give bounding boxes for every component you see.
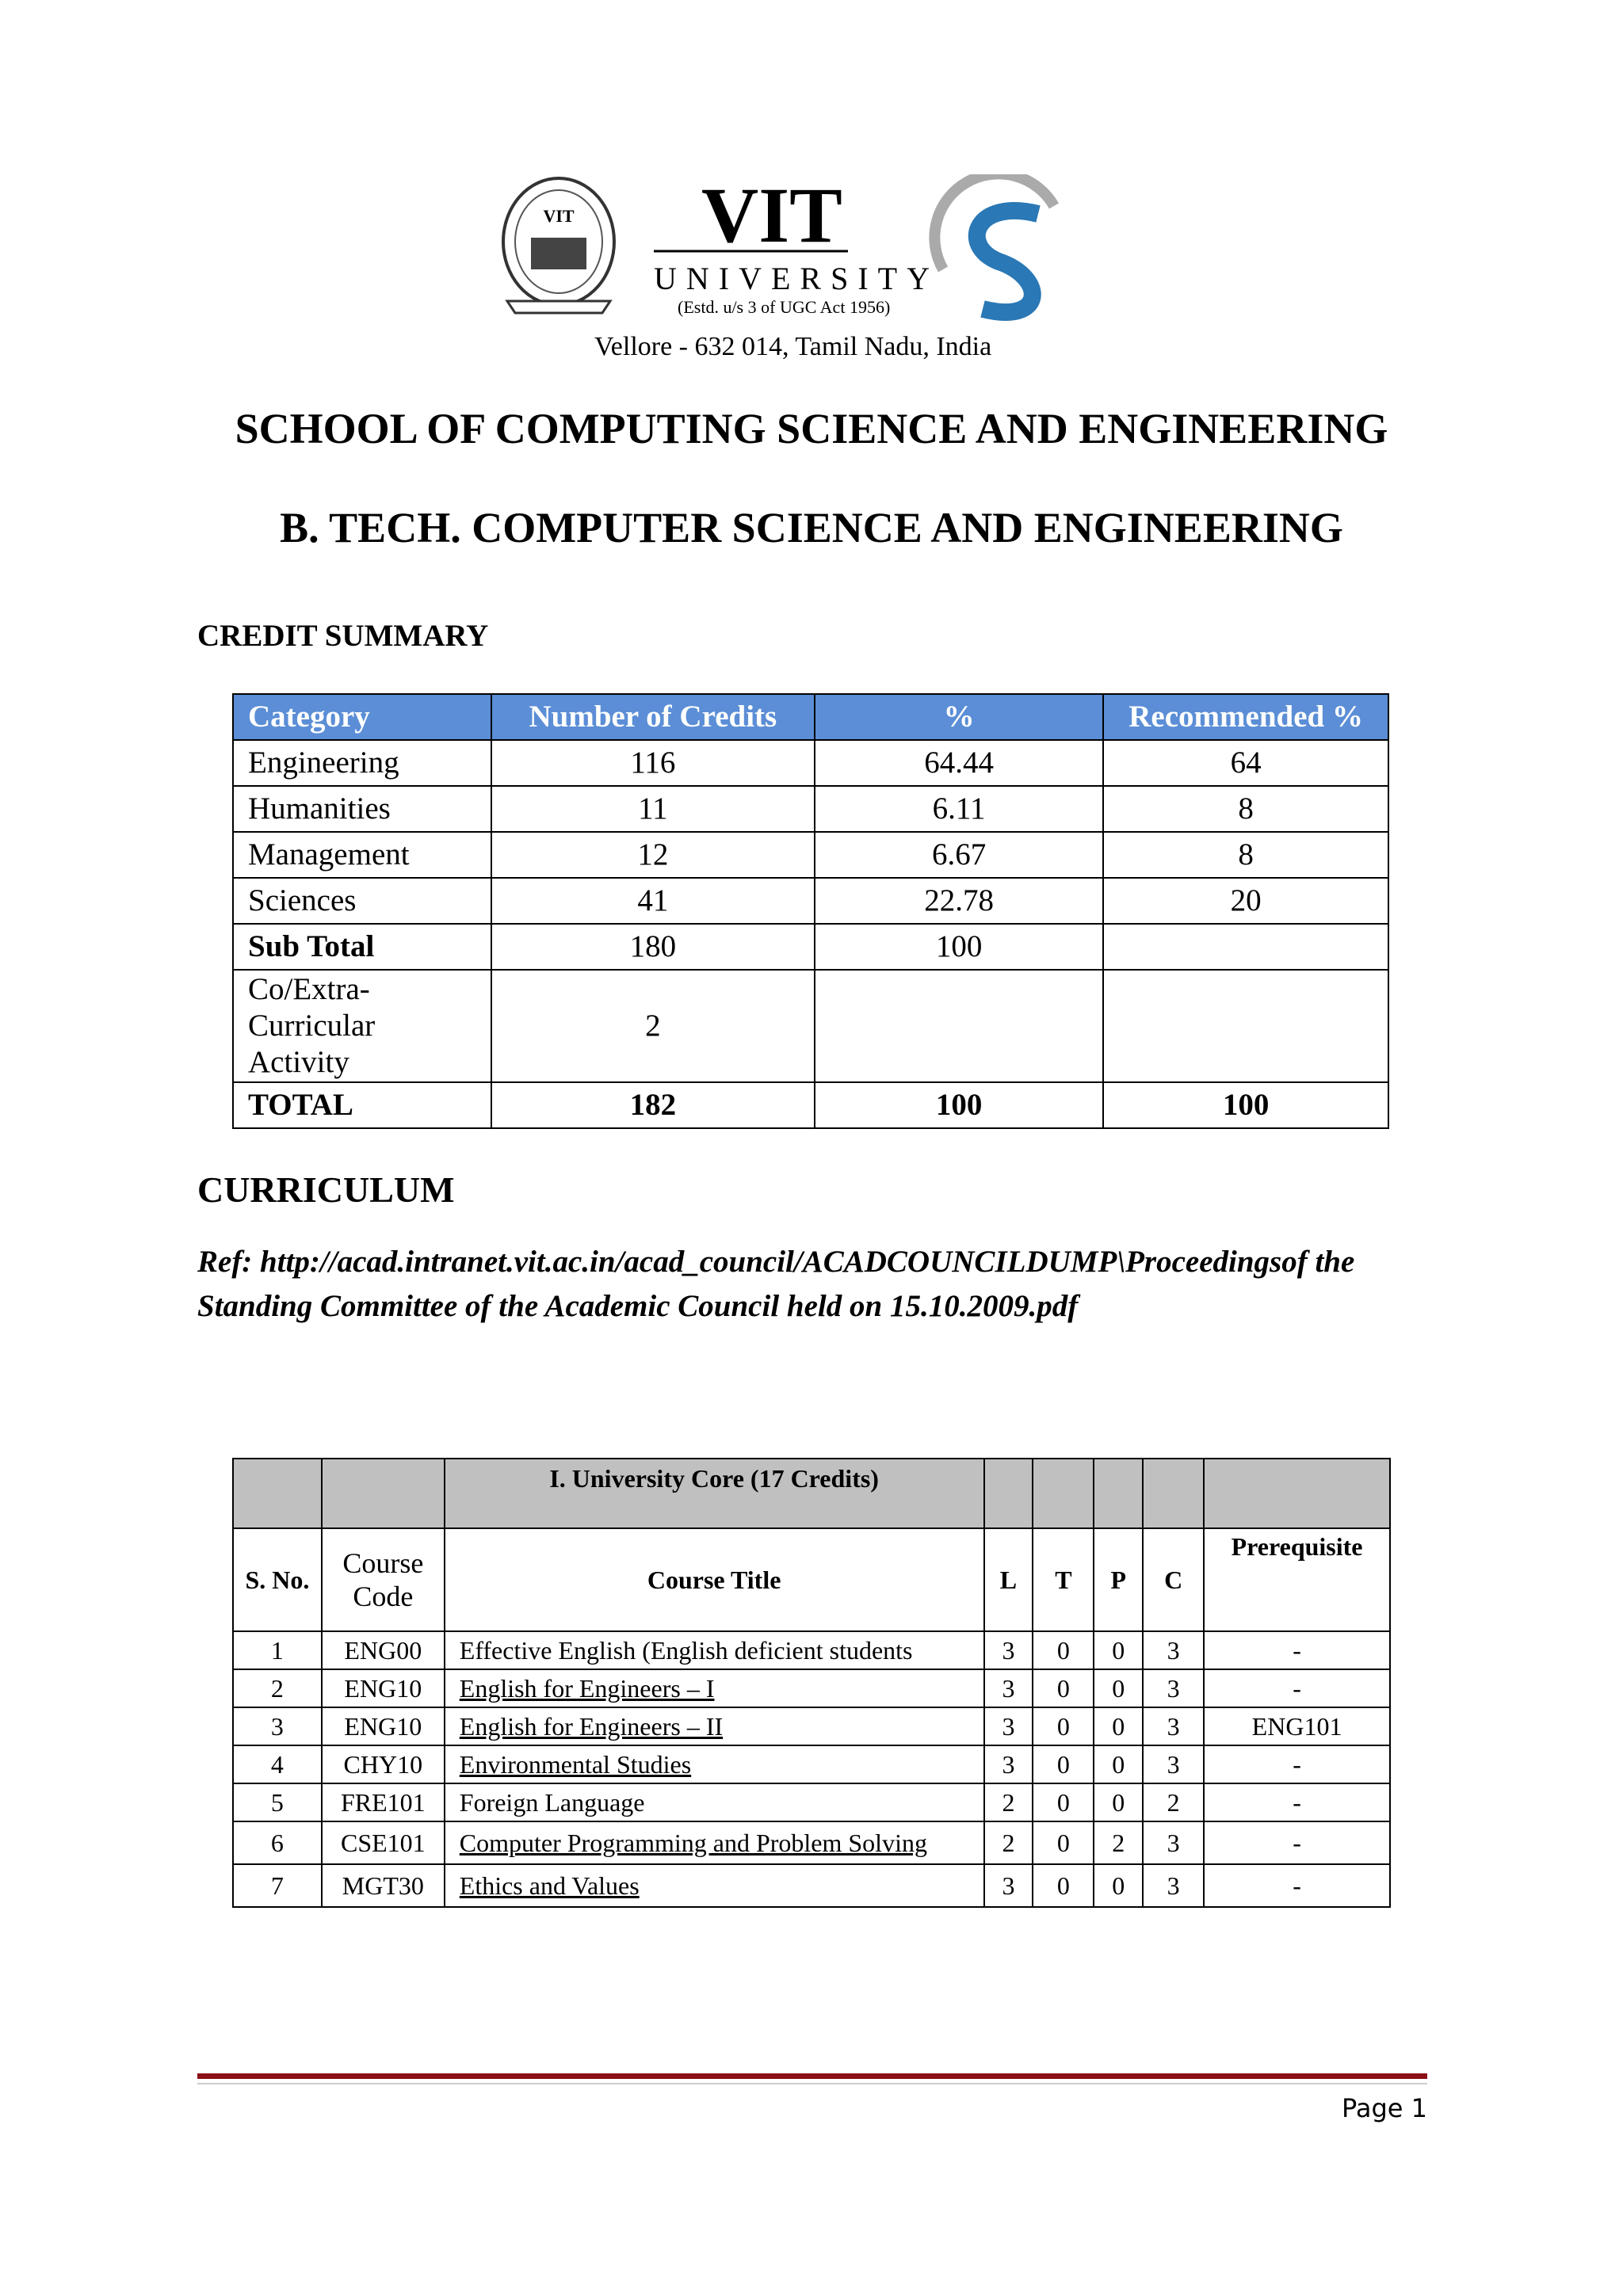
cell: 0 <box>1094 1669 1143 1707</box>
column-header: Prerequisite <box>1204 1528 1390 1631</box>
reference-line: Standing Committee of the Academic Council held on 15.10.2009.pdf <box>197 1289 1079 1323</box>
curriculum-heading: CURRICULUM <box>197 1169 455 1210</box>
svg-text:(Estd. u/s 3 of UGC Act 1956): (Estd. u/s 3 of UGC Act 1956) <box>678 297 891 317</box>
cell: 3 <box>1143 1864 1204 1907</box>
cell: TOTAL <box>233 1082 491 1128</box>
cell: 182 <box>491 1082 815 1128</box>
cell: 0 <box>1033 1783 1094 1821</box>
cell: - <box>1204 1745 1390 1783</box>
total-row <box>233 1082 1388 1128</box>
cell: ENG10 <box>322 1707 445 1745</box>
cell: 2 <box>233 1669 322 1707</box>
cell <box>1103 970 1388 1082</box>
cell: 8 <box>1103 786 1388 832</box>
cell: 3 <box>1143 1707 1204 1745</box>
column-header: C <box>1143 1528 1204 1631</box>
cell: Sciences <box>233 878 491 924</box>
cell: 8 <box>1103 832 1388 878</box>
column-header: Recommended % <box>1103 694 1388 740</box>
cell: 3 <box>984 1745 1033 1783</box>
cell: 2 <box>984 1783 1033 1821</box>
cell <box>815 970 1103 1082</box>
cell: 180 <box>491 924 815 970</box>
subtotal-row <box>233 924 1388 970</box>
cell: 4 <box>233 1745 322 1783</box>
course-row <box>233 1783 1390 1821</box>
svg-text:VIT: VIT <box>701 174 842 259</box>
cell: 0 <box>1033 1707 1094 1745</box>
cell: 1 <box>233 1631 322 1669</box>
cell: 6.11 <box>815 786 1103 832</box>
university-logo <box>499 174 1125 368</box>
course-title: Environmental Studies <box>459 1749 692 1779</box>
column-header: % <box>815 694 1103 740</box>
cell: 3 <box>1143 1745 1204 1783</box>
table-row <box>233 786 1388 832</box>
cell: 22.78 <box>815 878 1103 924</box>
cell: ENG10 <box>322 1669 445 1707</box>
column-header: Number of Credits <box>491 694 815 740</box>
table-row <box>233 970 1388 1082</box>
cell: 0 <box>1033 1669 1094 1707</box>
table-header-row <box>233 1528 1390 1631</box>
cell: 116 <box>491 740 815 786</box>
table-title: I. University Core (17 Credits) <box>445 1459 984 1528</box>
cell: 6 <box>233 1821 322 1864</box>
university-core-table <box>232 1458 1391 1908</box>
cell: FRE101 <box>322 1783 445 1821</box>
cell: 2 <box>1143 1783 1204 1821</box>
cell: 3 <box>984 1631 1033 1669</box>
footer-rule <box>197 2073 1427 2079</box>
cell <box>445 1864 984 1907</box>
svg-text:VIT: VIT <box>543 206 575 226</box>
cell: - <box>1204 1783 1390 1821</box>
cell: 0 <box>1033 1745 1094 1783</box>
course-title: Computer Programming and Problem Solving <box>459 1828 927 1857</box>
cell: CSE101 <box>322 1821 445 1864</box>
table-header-row <box>233 694 1388 740</box>
cell: 0 <box>1033 1821 1094 1864</box>
cell: 0 <box>1094 1783 1143 1821</box>
course-row <box>233 1864 1390 1907</box>
cell: - <box>1204 1631 1390 1669</box>
svg-text:Vellore - 632 014, Tamil Nadu,: Vellore - 632 014, Tamil Nadu, India <box>594 332 992 361</box>
cell: 2 <box>491 970 815 1082</box>
cell: 100 <box>1103 1082 1388 1128</box>
cell: ENG101 <box>1204 1707 1390 1745</box>
cell: Sub Total <box>233 924 491 970</box>
cell: 20 <box>1103 878 1388 924</box>
cell: 100 <box>815 924 1103 970</box>
column-header: L <box>984 1528 1033 1631</box>
course-row <box>233 1631 1390 1669</box>
table-row <box>233 740 1388 786</box>
credit-summary-heading: CREDIT SUMMARY <box>197 619 489 653</box>
cell: 3 <box>984 1707 1033 1745</box>
cell: Co/Extra-Curricular Activity <box>233 970 491 1082</box>
footer-rule-thin <box>197 2083 1427 2084</box>
vit-seal-icon <box>499 174 1125 368</box>
course-row <box>233 1821 1390 1864</box>
cell: 3 <box>233 1707 322 1745</box>
course-row <box>233 1669 1390 1707</box>
cell <box>445 1669 984 1707</box>
column-header: Course Code <box>322 1528 445 1631</box>
column-header: S. No. <box>233 1528 322 1631</box>
cell: 11 <box>491 786 815 832</box>
course-title: English for Engineers – I <box>459 1673 715 1703</box>
cell <box>445 1745 984 1783</box>
cell: 64 <box>1103 740 1388 786</box>
cell: - <box>1204 1821 1390 1864</box>
svg-text:UNIVERSITY: UNIVERSITY <box>654 261 939 296</box>
course-title: Foreign Language <box>459 1787 645 1817</box>
cell: 6.67 <box>815 832 1103 878</box>
course-row <box>233 1745 1390 1783</box>
cell: 3 <box>1143 1669 1204 1707</box>
cell: 2 <box>984 1821 1033 1864</box>
cell: 3 <box>984 1864 1033 1907</box>
cell: 100 <box>815 1082 1103 1128</box>
cell: 64.44 <box>815 740 1103 786</box>
cell: - <box>1204 1669 1390 1707</box>
cell: Humanities <box>233 786 491 832</box>
cell <box>1103 924 1388 970</box>
reference-note <box>197 1240 1449 1329</box>
table-row <box>233 832 1388 878</box>
cell: ENG00 <box>322 1631 445 1669</box>
cell: 7 <box>233 1864 322 1907</box>
cell: 3 <box>1143 1631 1204 1669</box>
cell: 5 <box>233 1783 322 1821</box>
cell: 0 <box>1094 1864 1143 1907</box>
cell <box>445 1707 984 1745</box>
cell: 0 <box>1094 1745 1143 1783</box>
cell <box>445 1631 984 1669</box>
cell: 0 <box>1094 1707 1143 1745</box>
cell: CHY10 <box>322 1745 445 1783</box>
course-title: Effective English (English deficient students <box>459 1635 913 1665</box>
column-header: Course Title <box>445 1528 984 1631</box>
course-title: Ethics and Values <box>459 1871 640 1900</box>
cell <box>445 1783 984 1821</box>
page-number: Page 1 <box>1342 2093 1427 2123</box>
table-title-row <box>233 1459 1390 1528</box>
cell: 0 <box>1094 1631 1143 1669</box>
cell: 0 <box>1033 1864 1094 1907</box>
school-title: SCHOOL OF COMPUTING SCIENCE AND ENGINEERING <box>235 405 1388 452</box>
program-title: B. TECH. COMPUTER SCIENCE AND ENGINEERING <box>280 504 1343 551</box>
table-row <box>233 878 1388 924</box>
cell: 2 <box>1094 1821 1143 1864</box>
column-header: T <box>1033 1528 1094 1631</box>
course-title: English for Engineers – II <box>459 1711 724 1741</box>
cell: MGT30 <box>322 1864 445 1907</box>
cell: Engineering <box>233 740 491 786</box>
column-header: P <box>1094 1528 1143 1631</box>
cell: 41 <box>491 878 815 924</box>
reference-line: Ref: http://acad.intranet.vit.ac.in/acad_council/ACADCOUNCILDUMP\Proceedingsof the <box>197 1245 1355 1279</box>
column-header: Category <box>233 694 491 740</box>
course-row <box>233 1707 1390 1745</box>
cell: 12 <box>491 832 815 878</box>
cell: Management <box>233 832 491 878</box>
credit-summary-table <box>232 693 1389 1129</box>
cell: 0 <box>1033 1631 1094 1669</box>
cell: - <box>1204 1864 1390 1907</box>
cell: 3 <box>1143 1821 1204 1864</box>
cell <box>445 1821 984 1864</box>
cell: 3 <box>984 1669 1033 1707</box>
